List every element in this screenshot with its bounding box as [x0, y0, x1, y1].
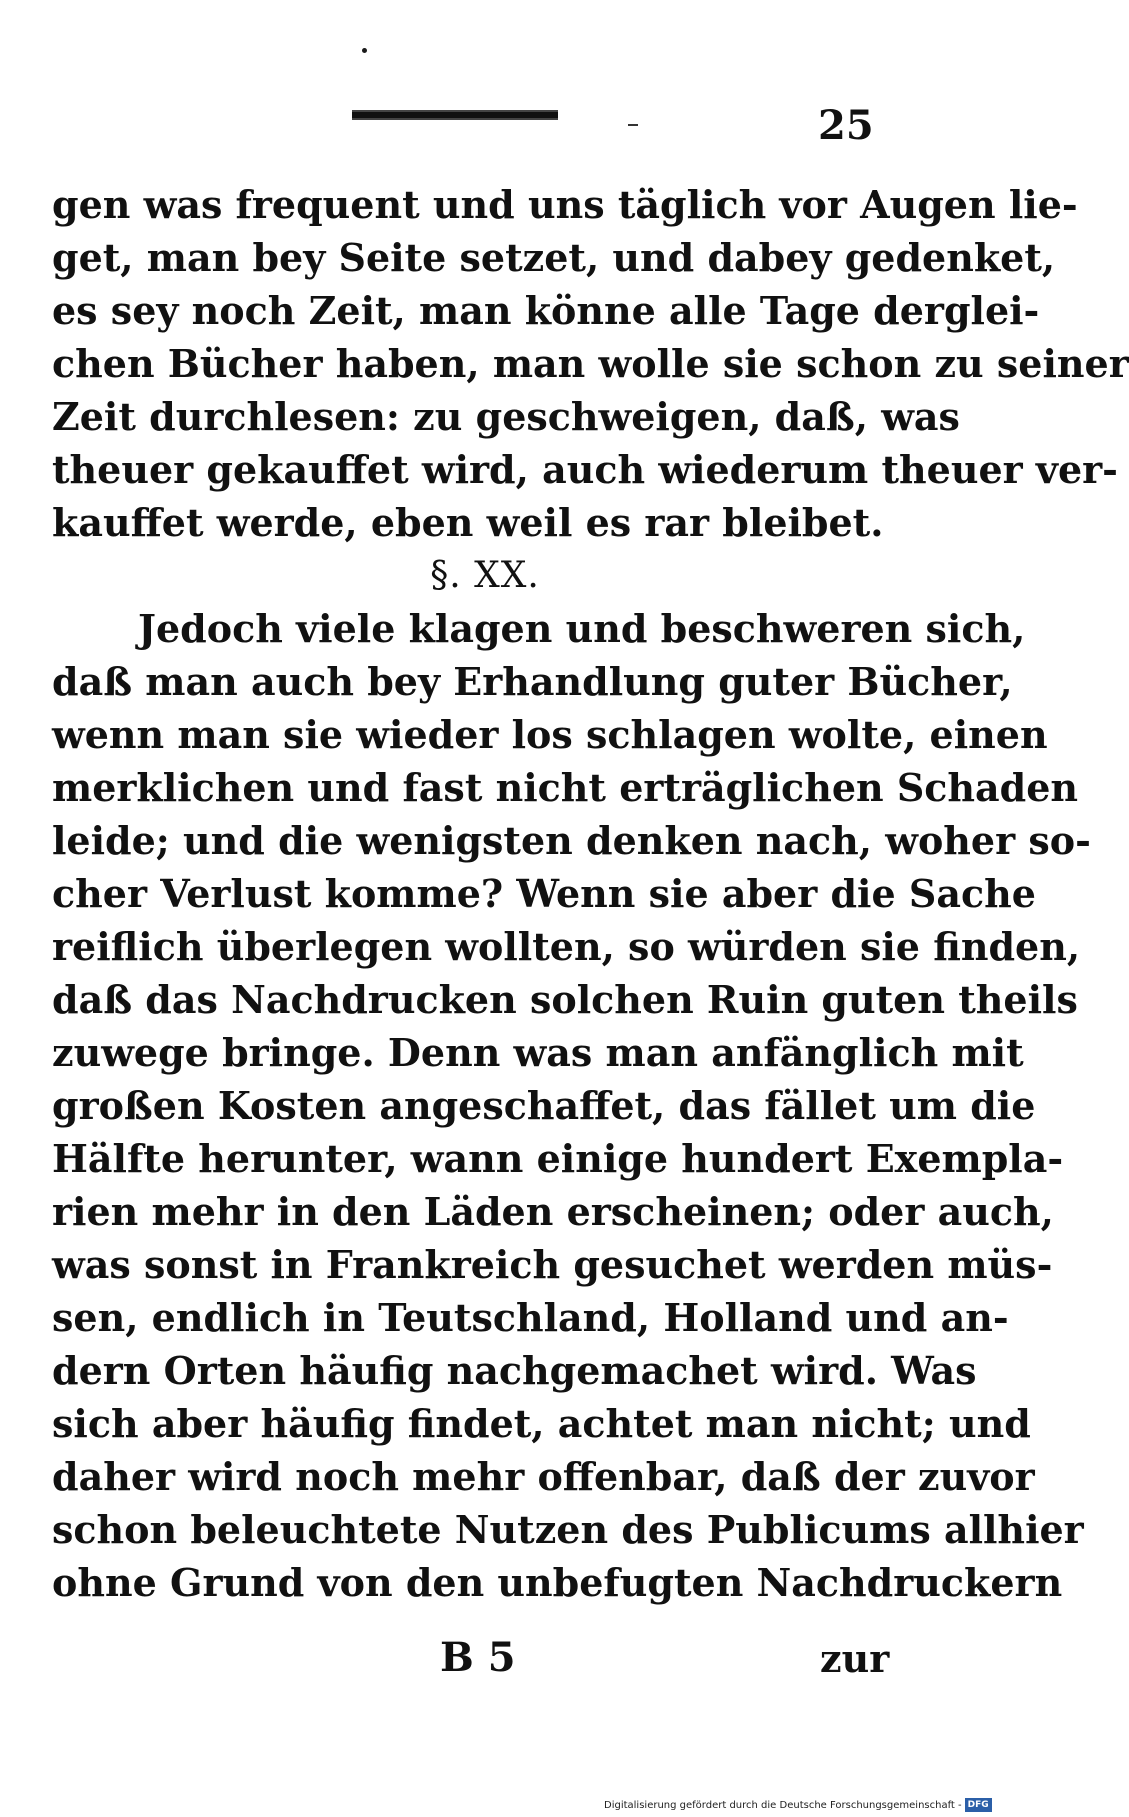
text-line: kauffet werde, eben weil es rar bleibet.: [52, 500, 884, 545]
text-line: reiflich überlegen wollten, so würden sie finden,: [52, 924, 1081, 969]
text-line: ohne Grund von den unbefugten Nachdruckern: [52, 1560, 1063, 1605]
paragraph-continuation: [52, 178, 1129, 549]
text-line: was sonst in Frankreich gesuchet werden müs-: [52, 1242, 1053, 1287]
page-number: 25: [818, 102, 874, 149]
paragraph-section-xx: [52, 602, 1091, 1609]
text-line: schon beleuchtete Nutzen des Publicums allhier: [52, 1507, 1084, 1552]
text-line: daher wird noch mehr offenbar, daß der zuvor: [52, 1454, 1035, 1499]
text-line: cher Verlust komme? Wenn sie aber die Sache: [52, 871, 1036, 916]
text-line: zuwege bringe. Denn was man anfänglich mit: [52, 1030, 1024, 1075]
text-line: es sey noch Zeit, man könne alle Tage derglei-: [52, 288, 1040, 333]
footer-text: Digitalisierung gefördert durch die Deutsche Forschungsgemeinschaft -: [604, 1800, 962, 1811]
text-line: leide; und die wenigsten denken nach, woher so-: [52, 818, 1091, 863]
text-line: dern Orten häufig nachgemachet wird. Was: [52, 1348, 977, 1393]
digitization-footer: [604, 1798, 998, 1814]
text-line: chen Bücher haben, man wolle sie schon zu seiner: [52, 341, 1129, 386]
text-line: Zeit durchlesen: zu geschweigen, daß, was: [52, 394, 960, 439]
dfg-logo: DFG: [965, 1798, 992, 1812]
text-line: daß das Nachdrucken solchen Ruin guten theils: [52, 977, 1078, 1022]
text-line: sen, endlich in Teutschland, Holland und an-: [52, 1295, 1009, 1340]
text-line: daß man auch bey Erhandlung guter Bücher,: [52, 659, 1013, 704]
signature-mark: B 5: [440, 1634, 516, 1681]
print-speck: [362, 48, 367, 53]
text-line: gen was frequent und uns täglich vor Augen lie-: [52, 182, 1078, 227]
text-line: sich aber häufig findet, achtet man nicht; und: [52, 1401, 1031, 1446]
text-line: großen Kosten angeschaffet, das fället um die: [52, 1083, 1036, 1128]
text-line: wenn man sie wieder los schlagen wolte, einen: [52, 712, 1048, 757]
text-line: get, man bey Seite setzet, und dabey gedenket,: [52, 235, 1056, 280]
catchword: zur: [820, 1636, 890, 1681]
text-line: Hälfte herunter, wann einige hundert Exempla-: [52, 1136, 1064, 1181]
text-line: theuer gekauffet wird, auch wiederum theuer ver-: [52, 447, 1118, 492]
section-heading: §. XX.: [430, 555, 540, 596]
text-line: merklichen und fast nicht erträglichen Schaden: [52, 765, 1079, 810]
header-rule: [352, 110, 558, 120]
text-line: Jedoch viele klagen und beschweren sich,: [138, 606, 1026, 651]
body-text: [52, 178, 1129, 1609]
text-line: rien mehr in den Läden erscheinen; oder auch,: [52, 1189, 1054, 1234]
header-dash: [628, 124, 638, 126]
